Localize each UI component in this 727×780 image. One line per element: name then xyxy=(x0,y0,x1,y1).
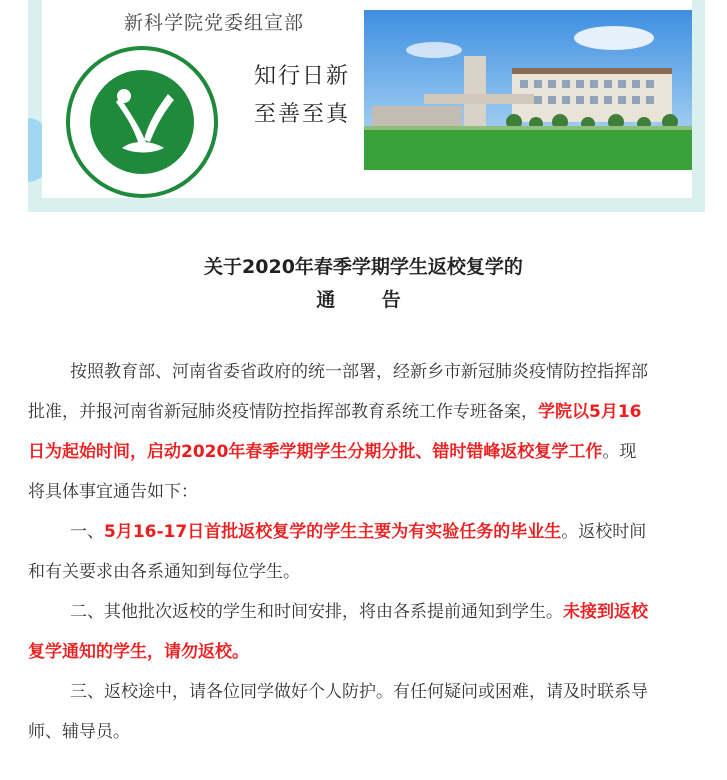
highlight-start-date: 学院以5月16 xyxy=(538,402,642,422)
paragraph-1-line-3 xyxy=(28,432,706,472)
item-2-text: 二、其他批次返校的学生和时间安排，将由各系提前通知到学生。 xyxy=(70,602,563,622)
item-2-line-2 xyxy=(28,632,706,672)
highlight-return-plan: 日为起始时间，启动2020年春季学期学生分期分批、错时错峰返校复学工作 xyxy=(28,442,603,462)
motto-line-2: 至善至真 xyxy=(254,102,351,127)
item-1-text: 。返校时间 xyxy=(561,522,647,542)
item-2-line-1 xyxy=(28,592,706,632)
notice-title-sub: 通 告 xyxy=(316,289,421,311)
banner-card xyxy=(42,0,692,198)
motto-line-1: 知行日新 xyxy=(254,64,351,89)
item-3-line-1: 三、返校途中，请各位同学做好个人防护。有任何疑问或困难，请及时联系导 xyxy=(70,682,648,702)
notice-title: 关于2020年春季学期学生返校复学的 xyxy=(204,256,523,278)
motto xyxy=(254,58,350,134)
item-1-line-1 xyxy=(28,512,706,552)
paragraph-1-line-1: 按照教育部、河南省委省政府的统一部署，经新乡市新冠肺炎疫情防控指挥部 xyxy=(70,362,648,382)
notice-body xyxy=(28,352,706,752)
highlight-do-not-return: 复学通知的学生，请勿返校。 xyxy=(28,642,249,662)
org-name: 新科学院党委组宣部 xyxy=(124,12,305,34)
item-1-line-2: 和有关要求由各系通知到每位学生。 xyxy=(28,562,300,582)
item-3-line-2: 师、辅导员。 xyxy=(28,722,130,742)
college-logo xyxy=(64,44,220,200)
campus-photo xyxy=(364,10,692,170)
highlight-first-batch: 5月16-17日首批返校复学的学生主要为有实验任务的毕业生 xyxy=(104,522,562,542)
paragraph-1-line-4: 将具体事宜通告如下： xyxy=(28,482,198,502)
paragraph-1-text: 批准，并报河南省新冠肺炎疫情防控指挥部教育系统工作专班备案， xyxy=(28,402,538,422)
paragraph-1-text: 。现 xyxy=(602,442,637,462)
highlight-no-notice: 未接到返校 xyxy=(563,602,648,622)
paragraph-1-line-2 xyxy=(28,392,706,432)
header-banner xyxy=(28,0,705,212)
item-1-number: 一、 xyxy=(70,522,104,542)
